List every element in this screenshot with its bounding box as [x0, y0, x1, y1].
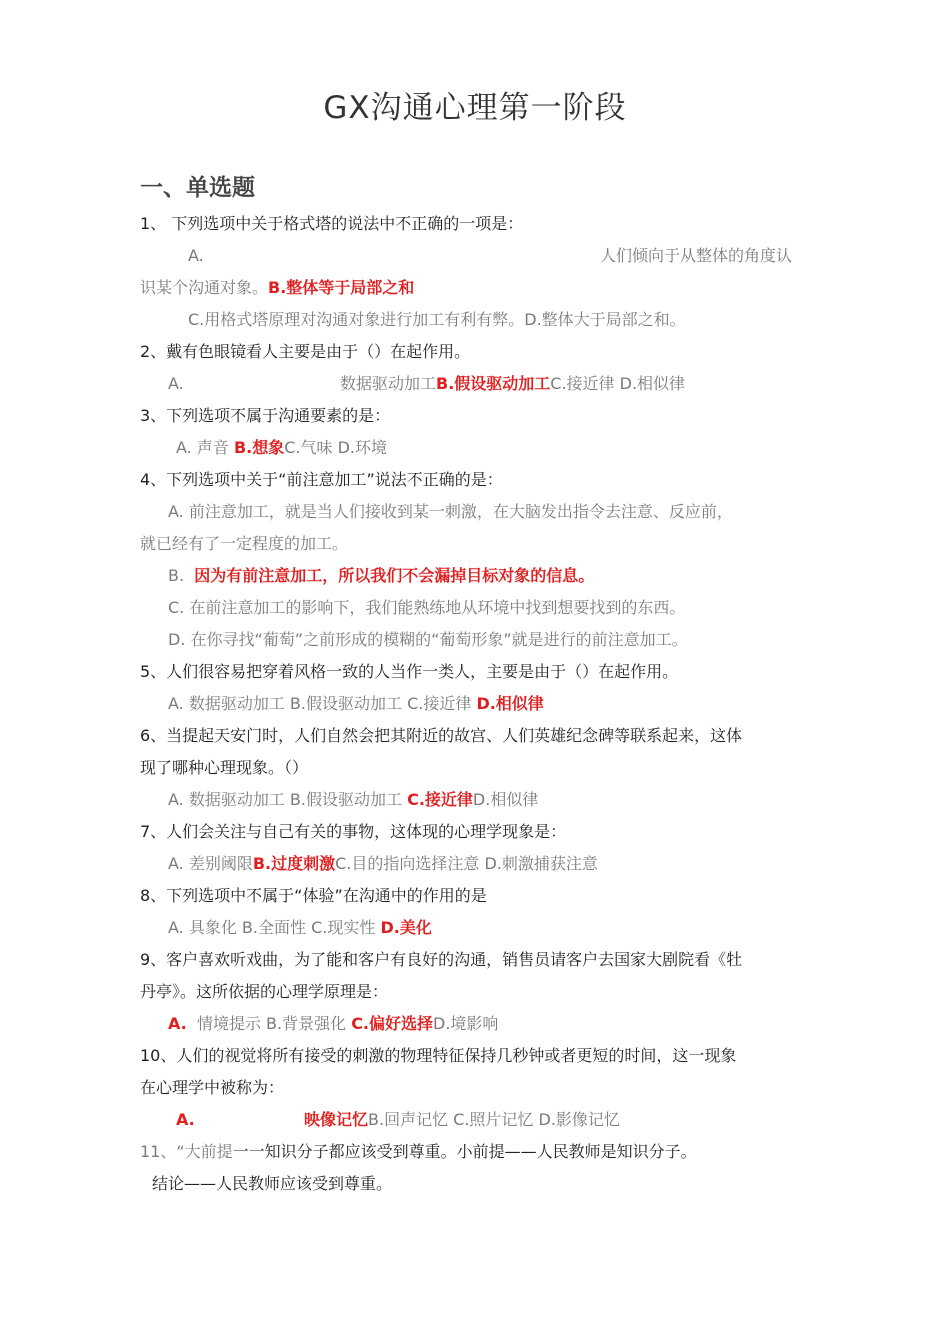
- q11-prefix: 11、“大前提: [140, 1142, 233, 1161]
- question-6: 6、当提起天安门时，人们自然会把其附近的故宫、人们英雄纪念碑等联系起来，这体: [140, 726, 743, 745]
- q6-option-d: D.相似律: [472, 790, 539, 809]
- q6-options: [168, 789, 538, 811]
- q4-option-c: C. 在前注意加工的影响下，我们能熟练地从环境中找到想要找到的东西。: [168, 598, 686, 617]
- q2-option-a-prefix: A.: [168, 374, 184, 393]
- q1-option-a-prefix: A.: [188, 246, 204, 265]
- q9-option-a-answer: A.: [168, 1014, 187, 1033]
- q4-option-b-line: [168, 565, 594, 587]
- q10-option-bcd: B.回声记忆 C.照片记忆 D.影像记忆: [368, 1110, 620, 1129]
- question-10: 10、人们的视觉将所有接受的刺激的物理特征保持几秒钟或者更短的时间，这一现象: [140, 1046, 737, 1065]
- question-8: 8、下列选项中不属于“体验”在沟通中的作用的是: [140, 886, 487, 905]
- q8-option-d-answer: D.美化: [380, 918, 432, 937]
- q7-option-a: A. 差别阈限: [168, 854, 253, 873]
- q7-options: [168, 853, 598, 875]
- q9-option-d: D.境影响: [433, 1014, 499, 1033]
- q4-option-d: D. 在你寻找“葡萄”之前形成的模糊的“葡萄形象”就是进行的前注意加工。: [168, 630, 688, 649]
- question-5: 5、人们很容易把穿着风格一致的人当作一类人，主要是由于（）在起作用。: [140, 662, 679, 681]
- question-9: 9、客户喜欢听戏曲，为了能和客户有良好的沟通，销售员请客户去国家大剧院看《牡: [140, 950, 743, 969]
- q4-option-b-prefix: B.: [168, 566, 185, 585]
- q10-option-a-prefix: A.: [176, 1110, 195, 1129]
- q1-option-a-text: 人们倾向于从整体的角度认: [600, 246, 793, 265]
- page-title: GX沟通心理第一阶段: [323, 90, 627, 126]
- q4-option-a-cont: 就已经有了一定程度的加工。: [140, 534, 349, 553]
- q10-option-a-answer: 映像记忆: [304, 1110, 369, 1129]
- q6-option-ab: A. 数据驱动加工 B.假设驱动加工: [168, 790, 402, 809]
- q2-options: [340, 373, 685, 395]
- q1-option-a-cont: 识某个沟通对象。: [140, 278, 269, 297]
- q9-option-ab: 情境提示 B.背景强化: [196, 1014, 347, 1033]
- q4-option-a: A. 前注意加工，就是当人们接收到某一刺激，在大脑发出指令去注意、反应前，: [168, 502, 733, 521]
- q8-option-abc: A. 具象化 B.全面性 C.现实性: [168, 918, 376, 937]
- q3-option-cd: C.气味 D.环境: [284, 438, 387, 457]
- q10-options: [304, 1109, 620, 1131]
- q3-option-a: A. 声音: [176, 438, 229, 457]
- q4-option-b-answer: 因为有前注意加工，所以我们不会漏掉目标对象的信息。: [194, 566, 595, 585]
- question-1: 1、 下列选项中关于格式塔的说法中不正确的一项是：: [140, 214, 524, 233]
- q5-options: [168, 693, 544, 715]
- q5-option-abc: A. 数据驱动加工 B.假设驱动加工 C.接近律: [168, 694, 472, 713]
- question-10-cont: 在心理学中被称为：: [140, 1078, 285, 1097]
- q2-option-a: 数据驱动加工: [340, 374, 437, 393]
- question-6-cont: 现了哪种心理现象。（）: [140, 758, 309, 777]
- question-7: 7、人们会关注与自己有关的事物，这体现的心理学现象是：: [140, 822, 567, 841]
- q3-option-b-answer: B.想象: [233, 438, 285, 457]
- q1-option-line: [140, 277, 414, 299]
- question-2: 2、戴有色眼镜看人主要是由于（）在起作用。: [140, 342, 471, 361]
- question-11-cont: 结论——人民教师应该受到尊重。: [152, 1174, 393, 1193]
- q3-options: [176, 437, 387, 459]
- q1-option-cd: C.用格式塔原理对沟通对象进行加工有利有弊。D.整体大于局部之和。: [188, 310, 686, 329]
- question-4: 4、下列选项中关于“前注意加工”说法不正确的是：: [140, 470, 503, 489]
- q7-option-cd: C.目的指向选择注意 D.刺激捕获注意: [335, 854, 598, 873]
- q2-option-cd: C.接近律 D.相似律: [550, 374, 686, 393]
- q7-option-b-answer: B.过度刺激: [252, 854, 336, 873]
- q1-option-b-answer: B.整体等于局部之和: [268, 278, 415, 297]
- q5-option-d-answer: D.相似律: [476, 694, 544, 713]
- question-11: [140, 1141, 697, 1163]
- q11-text: 一一知识分子都应该受到尊重。小前提——人民教师是知识分子。: [232, 1142, 697, 1161]
- q9-option-c-answer: C.偏好选择: [351, 1014, 434, 1033]
- section-title: 一、单选题: [140, 175, 255, 201]
- question-9-cont: 丹亭》。这所依据的心理学原理是：: [140, 982, 389, 1001]
- q9-options: [168, 1013, 498, 1035]
- question-3: 3、下列选项不属于沟通要素的是：: [140, 406, 391, 425]
- q8-options: [168, 917, 432, 939]
- q2-option-b-answer: B.假设驱动加工: [436, 374, 551, 393]
- q6-option-c-answer: C.接近律: [407, 790, 473, 809]
